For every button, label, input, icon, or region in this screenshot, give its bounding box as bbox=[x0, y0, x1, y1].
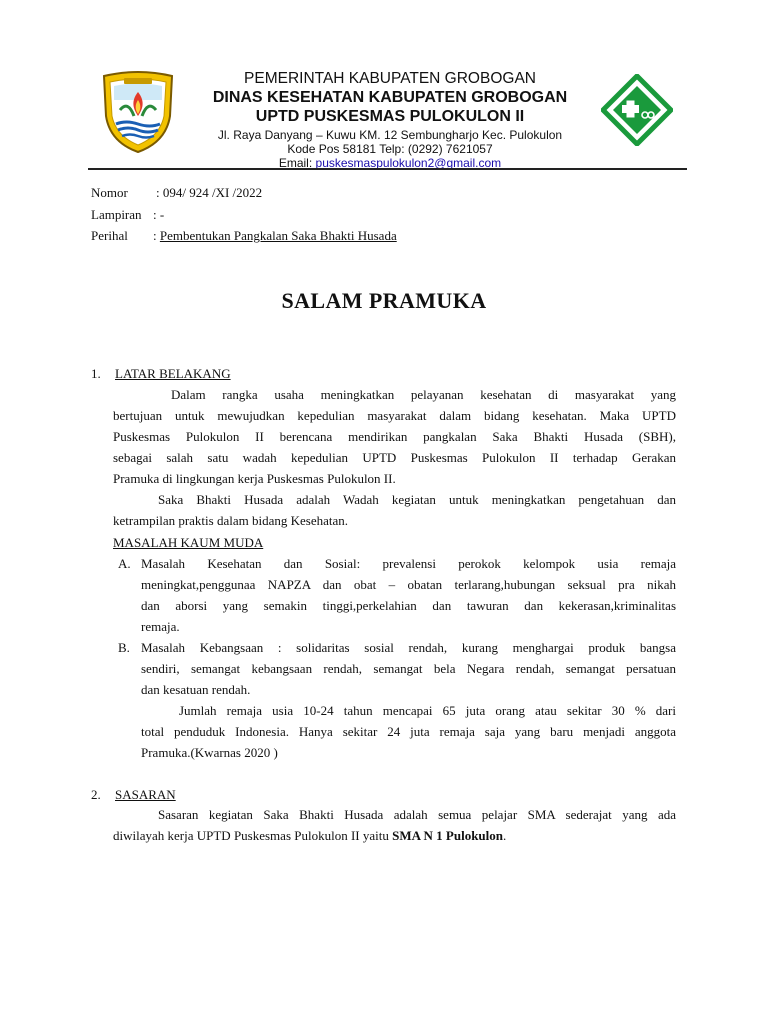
health-department-cross-icon bbox=[601, 74, 673, 146]
meta-nomor bbox=[91, 185, 262, 200]
section1-subheading: MASALAH KAUM MUDA bbox=[113, 535, 264, 550]
section2-number: 2. bbox=[91, 787, 101, 802]
section1-paragraph-1: Dalam rangka usaha meningkatkan pelayanan kesehatan di masyarakat yang bertujuan untuk mewujudkan kepedulian masyarakat dalam bidang kesehatan. Maka UPTD Puskesmas Pulokulon II berencana mendirikan pangkalan Saka Bhakti Husada (SBH), sebagai salah satu wadah kepedulian UPTD Puskesmas Pulokulon II terhadap Gerakan Pramuka di lingkungan kerja Puskesmas Pulokulon II. bbox=[113, 387, 676, 486]
lampiran-label: Lampiran bbox=[91, 207, 142, 222]
grobogan-regency-emblem-icon bbox=[100, 70, 176, 154]
item-a-text: Masalah Kesehatan dan Sosial: prevalensi perokok kelompok usia remaja meningkat,penggunaa NAPZA dan obat – obatan terlarang,hubungan seksual pra nikah dan aborsi yang semakin tinggi,perkelahian dan tawuran dan kekerasan,kriminalitas remaja. bbox=[141, 556, 676, 634]
section1-heading bbox=[91, 366, 231, 381]
letterhead-divider bbox=[88, 168, 687, 170]
perihal-value: Pembentukan Pangkalan Saka Bhakti Husada bbox=[159, 228, 397, 243]
letterhead-postal: Kode Pos 58181 Telp: (0292) 7621057 bbox=[287, 142, 493, 156]
item-b-paragraph-2: Jumlah remaja usia 10-24 tahun mencapai 65 juta orang atau sekitar 30 % dari total penduduk Indonesia. Hanya sekitar 24 juta remaja saja yang baru menjadi anggota Pramuka.(Kwarnas 2020 ) bbox=[141, 703, 676, 760]
item-a-marker: A. bbox=[118, 556, 131, 571]
perihal-label: Perihal bbox=[91, 228, 128, 243]
section2-heading bbox=[91, 787, 176, 802]
letterhead bbox=[185, 70, 595, 170]
meta-perihal bbox=[91, 228, 397, 243]
nomor-value: : 094/ 924 /XI /2022 bbox=[156, 185, 263, 200]
target-school: SMA N 1 Pulokulon bbox=[392, 828, 504, 843]
lampiran-value: : - bbox=[153, 207, 165, 222]
email-link[interactable]: puskesmaspulokulon2@gmail.com bbox=[315, 156, 502, 170]
meta-lampiran bbox=[91, 207, 164, 222]
item-b-text: Masalah Kebangsaan : solidaritas sosial rendah, kurang menghargai produk bangsa sendiri, semangat kebangsaan rendah, semangat bela Negara rendah, semangat persatuan dan kesatuan rendah. bbox=[141, 640, 676, 697]
letterhead-unit: UPTD PUSKESMAS PULOKULON II bbox=[255, 108, 525, 125]
section1-paragraph-2: Saka Bhakti Husada adalah Wadah kegiatan untuk meningkatkan pengetahuan dan ketrampilan praktis dalam bidang Kesehatan. bbox=[113, 492, 676, 528]
section1-title: LATAR BELAKANG bbox=[115, 366, 231, 381]
section1-number: 1. bbox=[91, 366, 101, 381]
perihal-colon: : bbox=[153, 228, 157, 243]
page-title: SALAM PRAMUKA bbox=[281, 288, 487, 313]
letterhead-government: PEMERINTAH KABUPATEN GROBOGAN bbox=[244, 70, 536, 87]
nomor-label: Nomor bbox=[91, 185, 128, 200]
email-label: Email: bbox=[278, 156, 313, 170]
section2-title: SASARAN bbox=[115, 787, 176, 802]
section2-paragraph: Sasaran kegiatan Saka Bhakti Husada adalah semua pelajar SMA sederajat yang ada diwilayah kerja UPTD Puskesmas Pulokulon II yaitu SMA N 1 Pulokulon. bbox=[113, 807, 676, 843]
item-b-marker: B. bbox=[118, 640, 130, 655]
letterhead-agency: DINAS KESEHATAN KABUPATEN GROBOGAN bbox=[212, 89, 568, 106]
letterhead-address: Jl. Raya Danyang – Kuwu KM. 12 Sembungharjo Kec. Pulokulon bbox=[217, 128, 563, 142]
